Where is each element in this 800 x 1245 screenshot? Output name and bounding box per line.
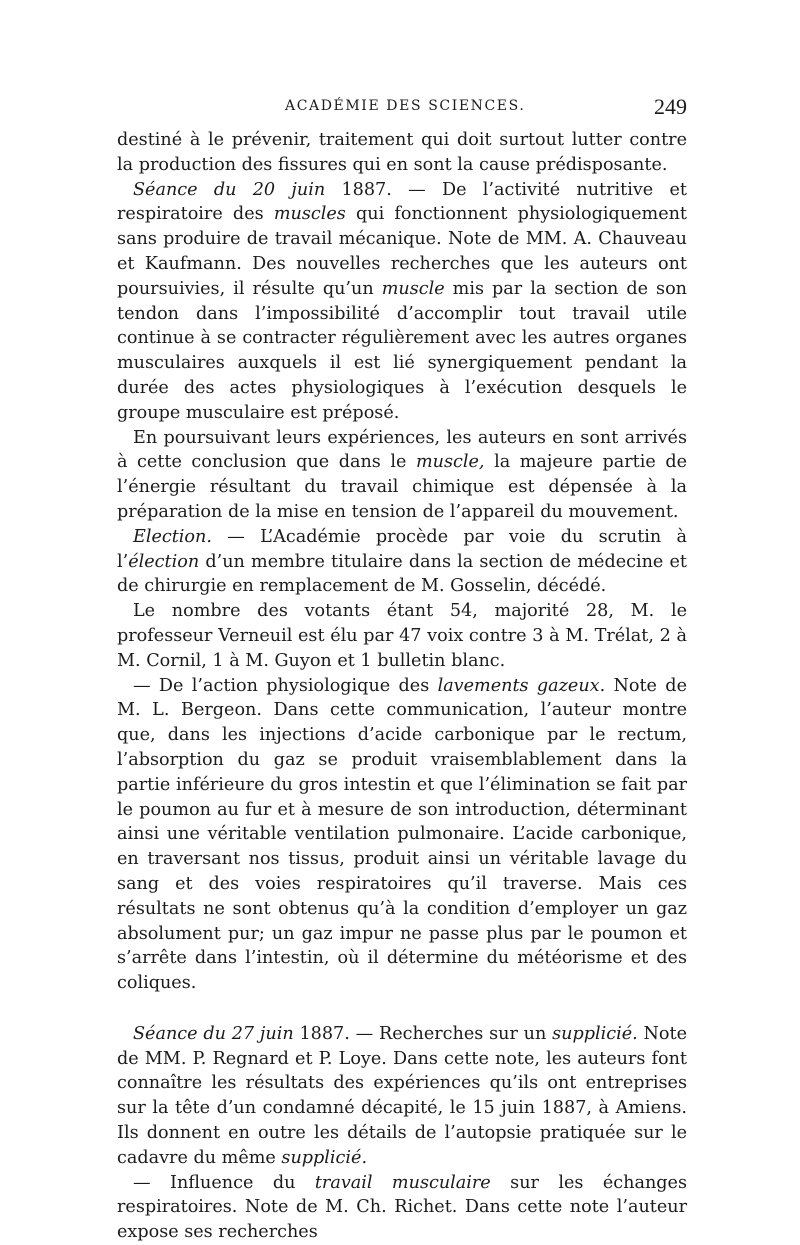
section-gap [117, 996, 687, 1022]
italic-text: Séance du 20 juin [133, 179, 326, 200]
text-run: qui fonctionnent physiologiquement sans produire de travail mécanique. Note de MM. A. Chauveau et Kaufmann. Des nouvelles recherches que les auteurs ont poursuivies, il résulte qu’un [117, 204, 688, 299]
text-run: sur les échanges respiratoires. Note de M. Ch. Richet. Dans cette note l’auteur expose ses recherches [117, 1172, 687, 1243]
text-run: 1887. — Recherches sur un [293, 1023, 553, 1044]
paragraph [117, 525, 687, 599]
italic-text: élection [128, 551, 200, 572]
italic-text: travail musculaire [314, 1172, 491, 1193]
text-run: En poursuivant leurs expériences, les auteurs en sont arrivés à cette conclusion que dans le [117, 427, 687, 473]
page-number: 249 [654, 94, 687, 119]
text-run: — Influence du [133, 1172, 315, 1193]
text-run: d’un membre titulaire dans la section de médecine et de chirurgie en remplacement de M. Gosselin, décédé. [117, 551, 687, 597]
text-run: 1887. — De l’activité nutritive et respiratoire des [117, 179, 687, 225]
italic-text: muscle, [415, 452, 485, 473]
text-run: Note de MM. P. Regnard et P. Loye. Dans cette note, les auteurs font connaître les résultats des expériences qu’ils ont entreprises sur la tête d’un condamné décapité, le 15 juin 1887, à Amiens. Ils donnent en outre les détails de l’autopsie pratiquée sur le cadavre du même [117, 1023, 687, 1168]
paragraph [117, 178, 687, 426]
paragraph [117, 426, 687, 525]
paragraph [117, 599, 687, 673]
italic-text: muscle [381, 278, 445, 299]
text-run: Note de M. L. Bergeon. Dans cette communication, l’auteur montre que, dans les injections d’acide carbonique par le rectum, l’absorption du gaz se produit vraisemblablement dans la partie inférieure du gros intestin et que l’élimination se fait par le poumon au fur et à mesure de son introduction, déterminant ainsi une véritable ventilation pulmonaire. L’acide carbonique, en traversant nos tissus, produit ainsi un véritable lavage du sang et des voies respiratoires qu’il traverse. Mais ces résultats ne sont obtenus qu’à la condition d’employer un gaz absolument pur; un gaz impur ne passe plus par le poumon et s’arrête dans l’intestin, où il détermine du météorisme et des coliques. [117, 675, 687, 994]
italic-text: muscles [273, 204, 346, 225]
text-run: la majeure partie de l’énergie résultant du travail chimique est dépensée à la préparation de la mise en tension de l’appareil du mouvement. [117, 452, 688, 522]
paragraph [117, 1171, 687, 1245]
running-head: ACADÉMIE DES SCIENCES. [285, 98, 526, 114]
italic-text: Election. [133, 526, 212, 547]
text-body [117, 128, 687, 1245]
text-run: — De l’action physiologique des [133, 675, 438, 696]
text-run: — L’Académie procède par voie du scrutin à l’ [117, 526, 687, 572]
text-run: mis par la section de son tendon dans l’impossibilité d’accomplir tout travail utile continue à se contracter régulièrement avec les autres organes musculaires auxquels il est lié synergiquement pendant la durée des actes physiologiques à l’exécution desquels le groupe musculaire est préposé. [117, 278, 687, 423]
italic-text: Séance du 27 juin [133, 1023, 294, 1044]
paragraph [117, 128, 687, 178]
text-run: Le nombre des votants étant 54, majorité 28, M. le professeur Verneuil est élu par 47 voix contre 3 à M. Trélat, 2 à M. Cornil, 1 à M. Guyon et 1 bulletin blanc. [117, 601, 687, 671]
paragraph [117, 1022, 687, 1171]
page-header [117, 94, 687, 128]
paragraph [117, 674, 687, 996]
italic-text: supplicié. [281, 1147, 368, 1168]
italic-text: lavements gazeux. [437, 675, 606, 696]
italic-text: supplicié. [552, 1023, 638, 1044]
text-run: destiné à le prévenir, traitement qui doit surtout lutter contre la production des fissures qui en sont la cause prédisposante. [117, 130, 687, 175]
